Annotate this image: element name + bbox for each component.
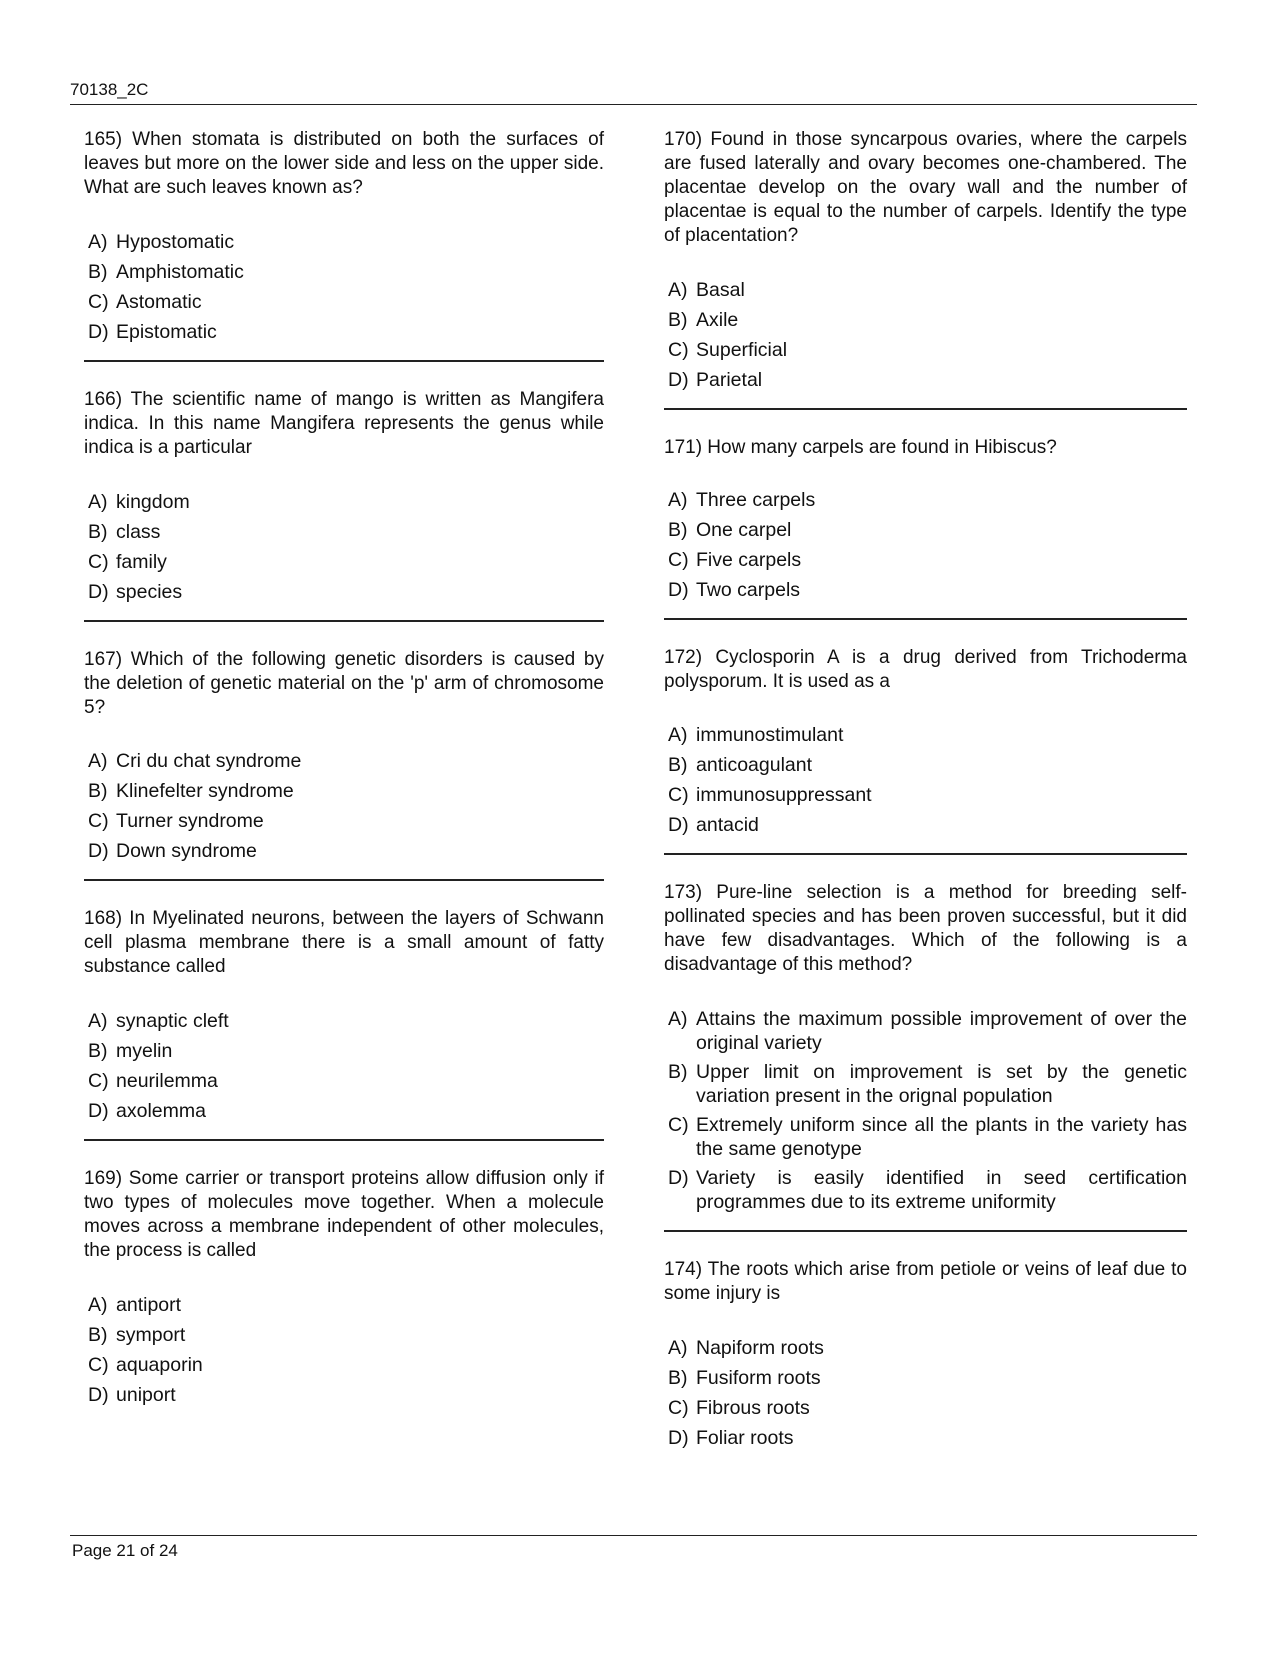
option-text: axolemma <box>116 1100 206 1122</box>
question-text: 167) Which of the following genetic disorders is caused by the deletion of genetic material on the 'p' arm of chromosome 5? <box>84 649 604 718</box>
option-list <box>88 1293 604 1407</box>
option-a <box>668 278 1187 302</box>
option-list <box>668 1007 1187 1214</box>
option-list <box>88 230 604 344</box>
option-text: family <box>116 551 167 573</box>
option-letter: D) <box>88 1100 109 1122</box>
option-b <box>668 1060 1187 1108</box>
option-text: Cri du chat syndrome <box>116 750 302 772</box>
question-text: 174) The roots which arise from petiole or veins of leaf due to some injury is <box>664 1259 1187 1304</box>
option-list <box>668 723 1187 837</box>
option-letter: A) <box>88 231 108 253</box>
option-letter: A) <box>88 491 108 513</box>
option-text: immunosuppressant <box>696 784 872 806</box>
option-letter: B) <box>88 261 108 283</box>
option-text: anticoagulant <box>696 754 813 776</box>
option-a <box>88 1009 604 1033</box>
option-letter: A) <box>88 750 108 772</box>
option-b <box>668 1366 1187 1390</box>
option-letter: A) <box>668 279 688 301</box>
option-letter: C) <box>88 1354 109 1376</box>
option-letter: B) <box>88 521 108 543</box>
option-letter: B) <box>668 519 688 541</box>
option-d <box>668 368 1187 392</box>
option-c <box>88 550 604 574</box>
option-text: Basal <box>696 279 745 301</box>
question-divider <box>84 879 604 881</box>
option-c <box>668 338 1187 362</box>
option-text: class <box>116 521 161 543</box>
question-divider <box>84 360 604 362</box>
option-text: Extremely uniform since all the plants in the variety has the same genotype <box>696 1114 1187 1160</box>
option-text: One carpel <box>696 519 792 541</box>
option-letter: A) <box>668 724 688 746</box>
question-divider <box>664 1230 1187 1232</box>
option-text: Axile <box>696 309 739 331</box>
option-c <box>88 1353 604 1377</box>
option-d <box>88 580 604 604</box>
option-list <box>88 490 604 604</box>
option-text: Down syndrome <box>116 840 257 862</box>
footer-rule <box>70 1535 1197 1536</box>
option-d <box>668 1166 1187 1214</box>
option-letter: A) <box>88 1010 108 1032</box>
option-letter: C) <box>88 810 109 832</box>
option-text: Turner syndrome <box>116 810 264 832</box>
option-text: Astomatic <box>116 291 202 313</box>
question-text: 171) How many carpels are found in Hibiscus? <box>664 437 1057 458</box>
option-text: symport <box>116 1324 186 1346</box>
option-letter: D) <box>668 1427 689 1449</box>
option-b <box>88 1039 604 1063</box>
option-d <box>88 320 604 344</box>
option-text: Amphistomatic <box>116 261 244 283</box>
option-letter: B) <box>88 1040 108 1062</box>
option-d <box>88 839 604 863</box>
option-a <box>668 1336 1187 1360</box>
question-172 <box>664 646 1187 837</box>
option-a <box>668 723 1187 747</box>
option-b <box>88 779 604 803</box>
question-text: 166) The scientific name of mango is written as Mangifera indica. In this name Mangifera represents the genus while indica is a particular <box>84 389 604 458</box>
option-text: species <box>116 581 183 603</box>
option-letter: C) <box>88 291 109 313</box>
option-b <box>88 1323 604 1347</box>
question-173 <box>664 881 1187 1214</box>
option-letter: B) <box>88 780 108 802</box>
option-b <box>668 308 1187 332</box>
right-column <box>664 128 1187 1456</box>
question-text: 170) Found in those syncarpous ovaries, where the carpels are fused laterally and ovary becomes one-chambered. The placentae develop on the ovary wall and the number of placentae is equal to the number of carpels. Identify the type of placentation? <box>664 129 1187 246</box>
option-a <box>88 490 604 514</box>
option-text: Fibrous roots <box>696 1397 810 1419</box>
question-166 <box>84 388 604 604</box>
option-letter: C) <box>668 784 689 806</box>
option-text: Klinefelter syndrome <box>116 780 294 802</box>
question-text: 169) Some carrier or transport proteins allow diffusion only if two types of molecules move together. When a molecule moves across a membrane independent of other molecules, the process is called <box>84 1168 604 1261</box>
option-text: antiport <box>116 1294 182 1316</box>
question-168 <box>84 907 604 1123</box>
option-letter: C) <box>668 1114 689 1136</box>
option-a <box>88 230 604 254</box>
option-letter: D) <box>88 321 109 343</box>
option-c <box>668 1113 1187 1161</box>
option-a <box>88 1293 604 1317</box>
option-d <box>668 1426 1187 1450</box>
option-letter: C) <box>668 1397 689 1419</box>
option-text: Napiform roots <box>696 1337 824 1359</box>
option-c <box>88 1069 604 1093</box>
option-text: Three carpels <box>696 489 816 511</box>
option-list <box>88 749 604 863</box>
option-letter: A) <box>668 1008 688 1030</box>
question-divider <box>84 620 604 622</box>
option-b <box>88 260 604 284</box>
option-text: Fusiform roots <box>696 1367 821 1389</box>
option-letter: B) <box>668 1367 688 1389</box>
page-header-code: 70138_2C <box>70 80 149 99</box>
option-letter: D) <box>668 369 689 391</box>
option-text: Superficial <box>696 339 788 361</box>
option-letter: A) <box>668 489 688 511</box>
option-text: Attains the maximum possible improvement of over the original variety <box>696 1008 1187 1054</box>
question-171 <box>664 436 1187 602</box>
question-text: 172) Cyclosporin A is a drug derived from Trichoderma polysporum. It is used as a <box>664 647 1187 692</box>
option-c <box>668 548 1187 572</box>
question-divider <box>84 1139 604 1141</box>
option-text: neurilemma <box>116 1070 218 1092</box>
option-letter: A) <box>88 1294 108 1316</box>
option-a <box>668 488 1187 512</box>
option-list <box>668 488 1187 602</box>
option-d <box>668 813 1187 837</box>
option-d <box>668 578 1187 602</box>
option-letter: D) <box>668 579 689 601</box>
question-text: 168) In Myelinated neurons, between the layers of Schwann cell plasma membrane there is a small amount of fatty substance called <box>84 908 604 977</box>
question-170 <box>664 128 1187 392</box>
header-rule <box>70 104 1197 105</box>
question-divider <box>664 853 1187 855</box>
option-list <box>88 1009 604 1123</box>
option-text: Two carpels <box>696 579 801 601</box>
option-d <box>88 1383 604 1407</box>
option-letter: C) <box>88 551 109 573</box>
option-text: Foliar roots <box>696 1427 794 1449</box>
option-letter: D) <box>88 581 109 603</box>
option-text: Five carpels <box>696 549 802 571</box>
option-text: uniport <box>116 1384 176 1406</box>
option-text: immunostimulant <box>696 724 844 746</box>
option-letter: D) <box>88 1384 109 1406</box>
option-letter: D) <box>668 1167 689 1189</box>
question-174 <box>664 1258 1187 1450</box>
option-letter: D) <box>88 840 109 862</box>
option-c <box>88 809 604 833</box>
option-text: Epistomatic <box>116 321 217 343</box>
question-165 <box>84 128 604 344</box>
option-list <box>668 1336 1187 1450</box>
option-text: kingdom <box>116 491 190 513</box>
question-text: 173) Pure-line selection is a method for breeding self-pollinated species and has been proven successful, but it did have few disadvantages. Which of the following is a disadvantage of this method? <box>664 882 1187 975</box>
option-a <box>88 749 604 773</box>
option-letter: D) <box>668 814 689 836</box>
left-column <box>84 128 604 1413</box>
option-text: antacid <box>696 814 759 836</box>
option-letter: C) <box>668 339 689 361</box>
option-letter: B) <box>88 1324 108 1346</box>
option-letter: B) <box>668 309 688 331</box>
page-number: Page 21 of 24 <box>72 1541 178 1560</box>
option-letter: B) <box>668 754 688 776</box>
option-list <box>668 278 1187 392</box>
option-b <box>668 753 1187 777</box>
question-text: 165) When stomata is distributed on both the surfaces of leaves but more on the lower side and less on the upper side. What are such leaves known as? <box>84 129 604 198</box>
question-169 <box>84 1167 604 1407</box>
option-b <box>668 518 1187 542</box>
question-divider <box>664 618 1187 620</box>
option-letter: B) <box>668 1061 688 1083</box>
option-letter: C) <box>668 549 689 571</box>
option-text: Variety is easily identified in seed certification programmes due to its extreme uniformity <box>696 1167 1187 1213</box>
option-text: aquaporin <box>116 1354 203 1376</box>
option-d <box>88 1099 604 1123</box>
option-text: Upper limit on improvement is set by the genetic variation present in the orignal population <box>696 1061 1187 1107</box>
option-text: synaptic cleft <box>116 1010 229 1032</box>
option-c <box>668 1396 1187 1420</box>
option-letter: A) <box>668 1337 688 1359</box>
option-text: Parietal <box>696 369 763 391</box>
option-b <box>88 520 604 544</box>
option-text: myelin <box>116 1040 173 1062</box>
option-text: Hypostomatic <box>116 231 235 253</box>
option-a <box>668 1007 1187 1055</box>
option-c <box>88 290 604 314</box>
question-divider <box>664 408 1187 410</box>
question-167 <box>84 648 604 863</box>
option-letter: C) <box>88 1070 109 1092</box>
option-c <box>668 783 1187 807</box>
